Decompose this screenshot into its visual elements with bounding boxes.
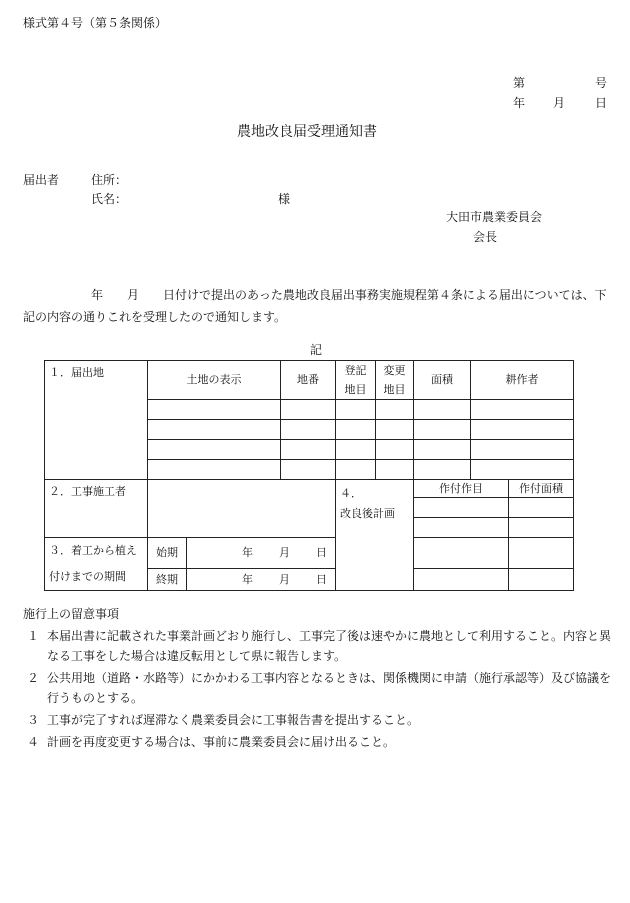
body-paragraph (23, 284, 607, 328)
end-year: 年 (242, 572, 253, 586)
body-text: 日付けで提出のあった農地改良届出事務実施規程第４条による届出については、下記の内容の通りこれを受理したので通知します。 (23, 288, 607, 324)
note-item (23, 732, 613, 752)
henko-chimoku-header: 変更地目 (376, 361, 414, 400)
menseki-cell[interactable] (414, 440, 471, 460)
end-month: 月 (279, 572, 290, 586)
land-display-header: 土地の表示 (148, 361, 281, 400)
note-item (23, 668, 613, 708)
chiban-cell[interactable] (281, 400, 336, 420)
notes-section (23, 604, 613, 752)
start-label: 始期 (148, 538, 187, 569)
end-day: 日 (316, 572, 327, 586)
chiban-cell[interactable] (281, 420, 336, 440)
section3-label: ３．着工から植え付けまでの期間 (45, 538, 148, 591)
note-text: 本届出書に記載された事業計画どおり施行し、工事完了後は速やかに農地として利用すること。内容と異なる工事をした場合は違反転用として県に報告します。 (47, 629, 612, 663)
section1-label: １．届出地 (45, 361, 148, 480)
menseki-cell[interactable] (414, 460, 471, 480)
start-day: 日 (316, 546, 327, 560)
issuer-org: 大田市農業委員会 (446, 210, 543, 224)
kosakusha-cell[interactable] (471, 440, 574, 460)
name-label: 氏名： (91, 192, 128, 206)
honorific: 様 (278, 192, 291, 206)
body-month: 月 (127, 288, 140, 302)
toki-cell[interactable] (336, 400, 376, 420)
crop-area-cell[interactable] (509, 538, 574, 569)
crop-area-cell[interactable] (509, 518, 574, 538)
applicant-label: 届出者 (23, 173, 60, 187)
kosakusha-cell[interactable] (471, 420, 574, 440)
note-number: １ (27, 629, 40, 643)
doc-date-year: 年 (513, 96, 526, 110)
body-year: 年 (91, 288, 104, 302)
crop-area-header: 作付面積 (509, 480, 574, 498)
crop-area-cell[interactable] (509, 568, 574, 590)
end-label: 終期 (148, 568, 187, 590)
toki-cell[interactable] (336, 420, 376, 440)
land-cell[interactable] (148, 420, 281, 440)
chiban-cell[interactable] (281, 460, 336, 480)
note-item (23, 710, 613, 730)
note-number: ２ (27, 671, 40, 685)
page-title: 農地改良届受理通知書 (237, 124, 377, 140)
toki-chimoku-header: 登記地目 (336, 361, 376, 400)
end-date[interactable] (187, 568, 336, 590)
toki-cell[interactable] (336, 440, 376, 460)
henko-cell[interactable] (376, 460, 414, 480)
section2-label: ２．工事施工者 (45, 480, 148, 538)
chiban-cell[interactable] (281, 440, 336, 460)
form-label: 様式第４号（第５条関係） (23, 16, 168, 30)
doc-date-month: 月 (553, 96, 566, 110)
section4-label: ４． (340, 487, 362, 500)
doc-number-suffix: 号 (595, 76, 608, 90)
note-number: ３ (27, 713, 40, 727)
crop-cell[interactable] (414, 518, 509, 538)
crop-area-cell[interactable] (509, 498, 574, 518)
toki-cell[interactable] (336, 460, 376, 480)
contractor-cell[interactable] (148, 480, 336, 538)
note-text: 工事が完了すれば遅滞なく農業委員会に工事報告書を提出すること。 (47, 713, 420, 727)
ki-label: 記 (310, 343, 323, 357)
note-number: ４ (27, 735, 40, 749)
crop-cell[interactable] (414, 498, 509, 518)
land-cell[interactable] (148, 440, 281, 460)
kosakusha-cell[interactable] (471, 400, 574, 420)
note-item (23, 626, 613, 666)
doc-date-day: 日 (595, 96, 608, 110)
henko-cell[interactable] (376, 440, 414, 460)
note-text: 計画を再度変更する場合は、事前に農業委員会に届け出ること。 (47, 735, 396, 749)
crop-header: 作付作目 (414, 480, 509, 498)
start-month: 月 (279, 546, 290, 560)
crop-cell[interactable] (414, 538, 509, 569)
chiban-header: 地番 (281, 361, 336, 400)
land-cell[interactable] (148, 460, 281, 480)
start-date[interactable] (187, 538, 336, 569)
start-year: 年 (242, 546, 253, 560)
kosakusha-cell[interactable] (471, 460, 574, 480)
address-label: 住所： (91, 173, 128, 187)
note-text: 公共用地（道路・水路等）にかかわる工事内容となるときは、関係機関に申請（施行承認等）及び協議を行うものとする。 (47, 671, 612, 705)
section4-sub: 改良後計画 (340, 507, 395, 520)
section4-cell (336, 480, 414, 591)
menseki-cell[interactable] (414, 420, 471, 440)
crop-cell[interactable] (414, 568, 509, 590)
kosakusha-header: 耕作者 (471, 361, 574, 400)
notes-heading: 施行上の留意事項 (23, 607, 120, 621)
land-cell[interactable] (148, 400, 281, 420)
doc-number-prefix: 第 (513, 76, 526, 90)
issuer-role: 会長 (473, 230, 498, 244)
henko-cell[interactable] (376, 400, 414, 420)
menseki-cell[interactable] (414, 400, 471, 420)
menseki-header: 面積 (414, 361, 471, 400)
notification-table (44, 360, 574, 591)
henko-cell[interactable] (376, 420, 414, 440)
